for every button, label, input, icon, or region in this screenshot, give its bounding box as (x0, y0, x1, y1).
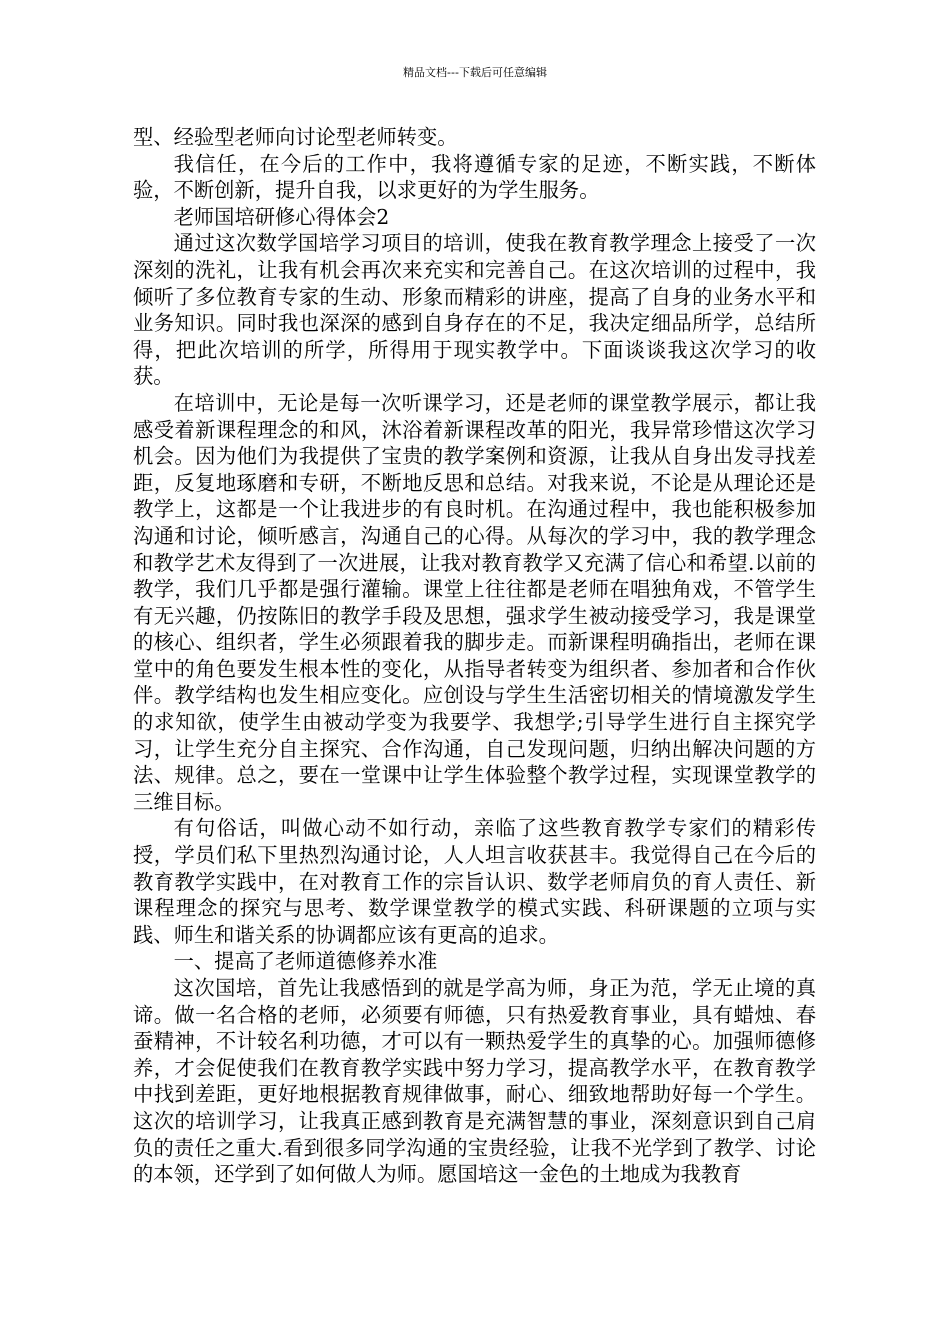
paragraph: 我信任，在今后的工作中，我将遵循专家的足迹，不断实践，不断体验，不断创新，提升自我，以求更好的为学生服务。 (133, 151, 816, 203)
section-title: 老师国培研修心得体会2 (173, 204, 390, 229)
page-header: 精品文档---下载后可任意编辑 (403, 66, 547, 79)
section-heading: 一、提高了老师道德修养水准 (173, 949, 438, 974)
paragraph: 有句俗话，叫做心动不如行动，亲临了这些教育教学专家们的精彩传授，学员们私下里热烈沟通讨论，人人坦言收获甚丰。我觉得自己在今后的教育教学实践中，在对教育工作的宗旨认识、数学老师肩负的育人责任、新课程理念的探究与思考、数学课堂教学的模式实践、科研课题的立项与实践、师生和谐关系的协调都应该有更高的追求。 (133, 816, 816, 947)
paragraph: 这次国培，首先让我感悟到的就是学高为师，身正为范，学无止境的真谛。做一名合格的老师，必须要有师德，只有热爱教育事业，具有蜡烛、春蚕精神，不计较名利功德，才可以有一颗热爱学生的真挚的心。加强师德修养，才会促使我们在教育教学实践中努力学习，提高教学水平，在教育教学中找到差距，更好地根据教育规律做事，耐心、细致地帮助好每一个学生。这次的培训学习，让我真正感到教育是充满智慧的事业，深刻意识到自己肩负的责任之重大.看到很多同学沟通的宝贵经验，让我不光学到了教学、讨论的本领，还学到了如何做人为师。愿国培这一金色的土地成为我教育 (133, 976, 816, 1187)
paragraph: 在培训中，无论是每一次听课学习，还是老师的课堂教学展示，都让我感受着新课程理念的和风，沐浴着新课程改革的阳光，我异常珍惜这次学习机会。因为他们为我提供了宝贵的教学案例和资源，让我从自身出发寻找差距，反复地琢磨和专研，不断地反思和总结。对我来说，不论是从理论还是教学上，这都是一个让我进步的有良时机。在沟通过程中，我也能积极参加沟通和讨论，倾听感言，沟通自己的心得。从每次的学习中，我的教学理念和教学艺术友得到了一次进展，让我对教育教学又充满了信心和希望.以前的教学，我们几乎都是强行灌输。课堂上往往都是老师在唱独角戏，不管学生有无兴趣，仍按陈旧的教学手段及思想，强求学生被动接受学习，我是课堂的核心、组织者，学生必须跟着我的脚步走。而新课程明确指出，老师在课堂中的角色要发生根本性的变化，从指导者转变为组织者、参加者和合作伙伴。教学结构也发生相应变化。应创设与学生生活密切相关的情境激发学生的求知欲，使学生由被动学变为我要学、我想学;引导学生进行自主探究学习，让学生充分自主探究、合作沟通，自己发现问题，归纳出解决问题的方法、规律。总之，要在一堂课中让学生体验整个教学过程，实现课堂教学的三维目标。 (133, 390, 816, 814)
paragraph-continuation: 型、经验型老师向讨论型老师转变。 (133, 125, 458, 149)
document-body (133, 124, 816, 1188)
paragraph: 通过这次数学国培学习项目的培训，使我在教育教学理念上接受了一次深刻的洗礼，让我有机会再次来充实和完善自己。在这次培训的过程中，我倾听了多位教育专家的生动、形象而精彩的讲座，提高了自身的业务水平和业务知识。同时我也深深的感到自身存在的不足，我决定细品所学，总结所得，把此次培训的所学，所得用于现实教学中。下面谈谈我这次学习的收获。 (133, 231, 816, 389)
